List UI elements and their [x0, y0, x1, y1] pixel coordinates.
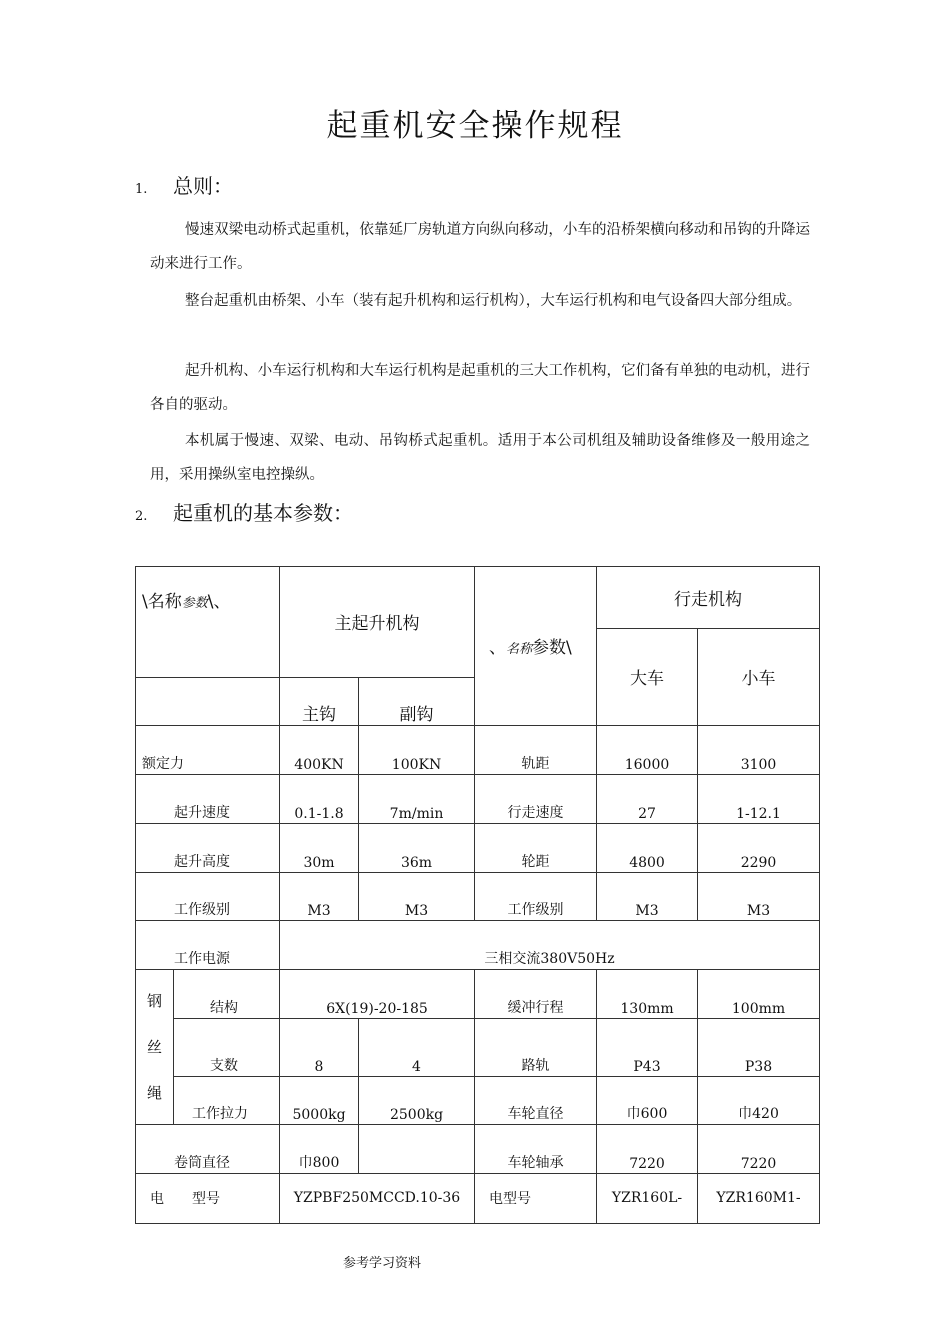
paragraph: 起升机构、小车运行机构和大车运行机构是起重机的三大工作机构，它们备有单独的电动机，进行各自的驱动。 [150, 363, 810, 413]
table-row-power: 工作电源 三相交流380V50Hz [136, 921, 820, 970]
parameter-table [135, 566, 820, 1224]
section-title: 起重机的基本参数： [173, 501, 353, 525]
section-title: 总则： [173, 174, 233, 198]
section-number: 1. [135, 182, 148, 197]
header-aux-hook: 副钩 [359, 678, 475, 726]
section-heading-1 [135, 170, 233, 199]
rope-label: 钢 丝 绳 [136, 970, 174, 1125]
table-row: 工作拉力 5000kg 2500kg 车轮直径 巾600 巾420 [136, 1077, 820, 1125]
section-number: 2. [135, 509, 148, 524]
footer-text: 参考学习资料 [343, 1256, 422, 1271]
table-row-motor: 电 型号 YZPBF250MCCD.10-36 电型号 YZR160L- YZR160M1- [136, 1174, 820, 1224]
table-row: 额定力 400KN 100KN 轨距 16000 3100 [136, 726, 820, 775]
section-heading-2 [135, 497, 353, 526]
table-row: 起升速度 0.1-1.8 7m/min 行走速度 27 1-12.1 [136, 775, 820, 824]
page-title: 起重机安全操作规程 [326, 108, 624, 144]
header-small-car: 小车 [698, 629, 820, 726]
motor-label: 电 型号 [136, 1174, 280, 1224]
header-big-car: 大车 [597, 629, 698, 726]
paragraph: 本机属于慢速、双梁、电动、吊钩桥式起重机。适用于本公司机组及辅助设备维修及一般用途之用，采用操纵室电控操纵。 [150, 433, 810, 483]
table-row: 工作级别 M3 M3 工作级别 M3 M3 [136, 873, 820, 921]
header-main-hoist: 主起升机构 [280, 567, 475, 678]
table-row: 起升高度 30m 36m 轮距 4800 2290 [136, 824, 820, 873]
header-main-hook: 主钩 [280, 678, 359, 726]
table-row: 卷筒直径 巾800 车轮轴承 7220 7220 [136, 1125, 820, 1174]
header-blank [136, 678, 280, 726]
header-corner-left: \名称参数\、 [136, 567, 280, 678]
table-row: 钢 丝 绳 结构 6X(19)-20-185 缓冲行程 130mm 100mm [136, 970, 820, 1019]
table-row: 支数 8 4 路轨 P43 P38 [136, 1019, 820, 1077]
header-travel: 行走机构 [597, 567, 820, 629]
header-corner-right: 、名称参数\ [475, 567, 597, 726]
paragraph: 整台起重机由桥架、小车（装有起升机构和运行机构），大车运行机构和电气设备四大部分组成。 [185, 293, 802, 309]
paragraph: 慢速双梁电动桥式起重机，依靠延厂房轨道方向纵向移动，小车的沿桥架横向移动和吊钩的升降运动来进行工作。 [150, 222, 810, 272]
